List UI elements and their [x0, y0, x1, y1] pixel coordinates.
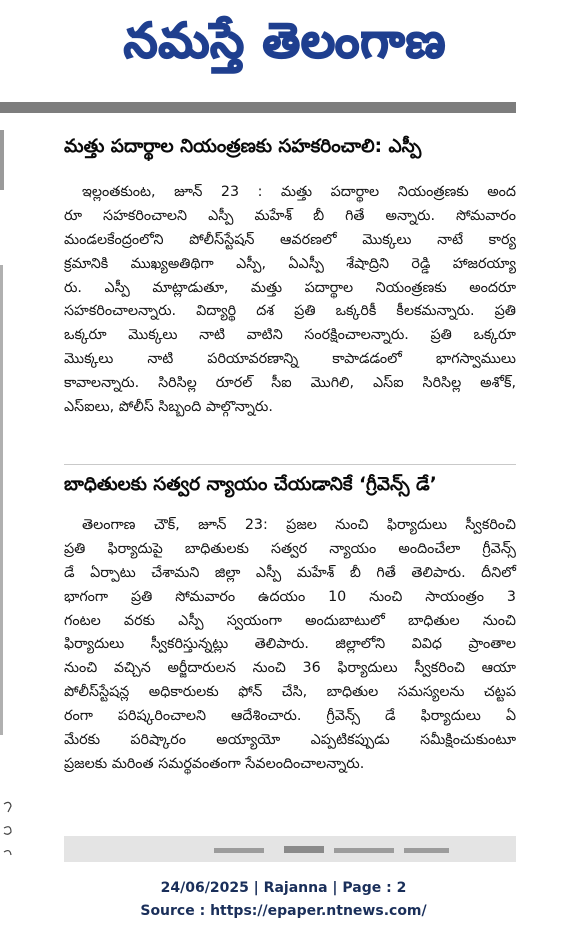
article1-line: మొక్కలు నాటి పరియావరణాన్ని కాపాడడంలో భాగస్వాములు — [64, 351, 516, 368]
article2-line: భాగంగా ప్రతి సోమవారం ఉదయం 10 నుంచి సాయంత్రం 3 — [64, 588, 516, 605]
masthead — [0, 0, 567, 100]
article2-line: గంటల వరకు ఎస్పీ స్వయంగా అందుబాటులో బాధితుల నుంచి — [64, 612, 516, 629]
article2-line: ప్రజలకు మరింత సమర్థవంతంగా సేవలందించాలన్నారు. — [64, 755, 365, 772]
article1-line: ఎస్ఐలు, పోలీస్ సిబ్బంది పాల్గొన్నారు. — [64, 399, 273, 416]
clipped-column-fragment — [2, 800, 14, 868]
article1-headline: మత్తు పదార్థాల నియంత్రణకు సహకరించాలి: ఎస్పీ — [64, 136, 422, 157]
article1-line: మండలకేంద్రంలోని పోలీస్‌స్టేషన్ ఆవరణలో మొక్కలు నాటే కార్య — [64, 231, 516, 248]
left-edge-mark — [0, 130, 4, 190]
article1-line: ఒక్కరూ మొక్కలు నాటి వాటిని సంరక్షించాలన్నారు. ప్రతి ఒక్కరూ — [64, 327, 516, 344]
next-article-strip — [64, 836, 516, 862]
article-divider — [64, 464, 516, 465]
clipped-text-fragment-icon — [2, 800, 14, 860]
article1-line: కావాలన్నారు. సిరిసిల్ల రూరల్ సీఐ మొగిలి, ఎస్ఐ సిరిసిల్ల అశోక్, — [64, 375, 516, 392]
article2-body — [64, 514, 516, 777]
article1-line: రూ సహకరించాలని ఎస్పీ మహేశ్ బీ గితే అన్నారు. సోమవారం — [64, 207, 516, 224]
article2-line: పోలీస్‌స్టేషన్ల అధికారులకు ఫోన్ చేసి, బాధితుల సమస్యలను చట్టప — [64, 684, 516, 701]
header-rule — [0, 102, 516, 113]
article2-line: మేరకు పరిష్కారం అయ్యాయో ఎప్పటికప్పుడు సమీక్షించుకుంటూ — [64, 732, 516, 749]
article1-line: సహకరించాలన్నారు. విద్యార్థి దశ ప్రతి ఒక్కరికీ కీలకమన్నారు. ప్రతి — [64, 303, 516, 320]
clipped-headline-fragment-icon — [214, 844, 454, 854]
article2-line: ఫిర్యాదులు స్వీకరిస్తున్నట్లు తెలిపారు. జిల్లాలోని వివిధ ప్రాంతాల — [64, 636, 516, 653]
article1-line: క్రమానికి ముఖ్యఅతిథిగా ఎస్పీ, ఏఎస్పీ శేషాద్రిని రెడ్డి హాజరయ్యా — [64, 255, 516, 272]
left-edge-mark — [0, 265, 3, 735]
article2-line: రంగా పరిష్కరించాలని ఆదేశించారు. గ్రీవెన్స్ డే ఫిర్యాదులు ఏ — [64, 708, 516, 725]
article2-line: తెలంగాణ చౌక్, జూన్ 23: ప్రజల నుంచి ఫిర్యాదులు స్వీకరించి — [82, 517, 516, 533]
article1-line: ఇల్లంతకుంట, జూన్ 23 : మత్తు పదార్థాల నియంత్రణకు అంద — [82, 184, 516, 200]
article2-headline: బాధితులకు సత్వర న్యాయం చేయడానికే ‘గ్రీవెన్స్ డే’ — [64, 474, 437, 495]
article2-line: నుంచి వచ్చిన అర్జీదారులన నుంచి 36 ఫిర్యాదులు స్వీకరించి ఆయా — [64, 660, 516, 677]
article1-line: రు. ఎస్పీ మాట్లాడుతూ, మత్తు పదార్థాల నియంత్రణకు అందరూ — [64, 279, 516, 296]
epaper-meta: 24/06/2025 | Rajanna | Page : 2 — [160, 880, 407, 896]
article2-line: ప్రతి ఫిర్యాదుపై బాధితులకు సత్వర న్యాయం అందించేలా గ్రీవెన్స్ — [64, 540, 516, 557]
article2-line: డే ఏర్పాటు చేశామని జిల్లా ఎస్పీ మహేశ్ బీ గితే తెలిపారు. దీనిలో — [64, 564, 516, 581]
epaper-source: Source : https://epaper.ntnews.com/ — [140, 903, 427, 919]
article1-body — [64, 181, 516, 420]
newspaper-logo: నమస్తే తెలంగాణ — [123, 13, 447, 69]
